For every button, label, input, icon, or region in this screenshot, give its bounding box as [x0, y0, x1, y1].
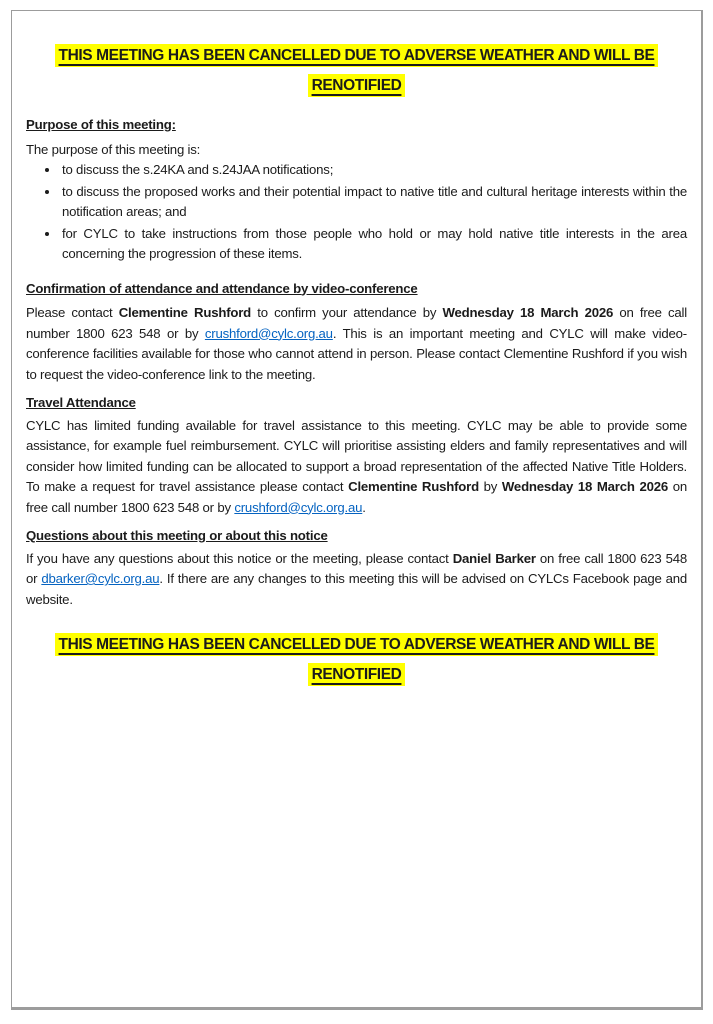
bold-text-segment: Daniel Barker: [452, 550, 536, 566]
purpose-heading: Purpose of this meeting:: [26, 117, 176, 132]
text-segment: . If there are any changes to this meeting this will be advised on CYLCs Facebook page and website.: [26, 571, 687, 607]
cancellation-banner-top: [26, 41, 687, 101]
text-segment: on free call 1800 623 548 or: [26, 550, 687, 586]
bold-text-segment: Wednesday 18 March 2026: [501, 479, 668, 494]
text-segment: to confirm your attendance by: [251, 305, 443, 320]
travel-paragraph: [26, 416, 687, 519]
bold-text-segment: Wednesday 18 March 2026: [442, 305, 614, 320]
email-link[interactable]: crushford@cylc.org.au: [234, 499, 363, 515]
document-page: [11, 10, 703, 1010]
purpose-bullet-list: [26, 160, 687, 265]
confirmation-paragraph: [26, 303, 687, 385]
bold-text-segment: Clementine Rushford: [118, 305, 252, 320]
email-link[interactable]: crushford@cylc.org.au: [204, 325, 333, 341]
text-segment: on free call number 1800 623 548 or by: [26, 305, 688, 341]
text-segment: . This is an important meeting and CYLC will make video-conference facilities available for those who cannot attend in person. Please contact Clementine Rushford if you wish to request the video-conference link to the meeting.: [26, 325, 687, 382]
purpose-intro: The purpose of this meeting is:: [26, 141, 201, 157]
text-segment: .: [362, 499, 366, 515]
confirmation-heading: Confirmation of attendance and attendance by video-conference: [26, 280, 418, 296]
cancellation-banner-bottom: [26, 630, 687, 690]
email-link[interactable]: dbarker@cylc.org.au: [41, 571, 160, 586]
list-item: • for CYLC to take instructions from those people who hold or may hold native title interests in the area concerning the progression of these items.: [60, 224, 687, 265]
cancellation-banner-text: THIS MEETING HAS BEEN CANCELLED DUE TO ADVERSE WEATHER AND WILL BE RENOTIFIED: [55, 633, 659, 686]
list-item: • to discuss the proposed works and their potential impact to native title and cultural heritage interests within the notification areas; and: [60, 182, 687, 223]
text-segment: by: [478, 479, 502, 494]
text-segment: Please contact: [26, 305, 119, 320]
text-segment: If you have any questions about this notice or the meeting, please contact: [26, 550, 453, 566]
document-body: [26, 115, 687, 610]
list-item: • to discuss the s.24KA and s.24JAA notifications;: [60, 160, 687, 181]
text-segment: CYLC has limited funding available for travel assistance to this meeting. CYLC may be able to provide some assistance, for example fuel reimbursement. CYLC will prioritise assisting elders and family representatives and will consider how limited funding can be allocated to support a broad representation of the affected Native Title Holders. To make a request for travel assistance please contact: [26, 417, 687, 494]
questions-paragraph: [26, 549, 687, 611]
travel-heading: Travel Attendance: [26, 395, 136, 410]
text-segment: on free call number 1800 623 548 or by: [26, 479, 687, 515]
bold-text-segment: Clementine Rushford: [348, 479, 479, 494]
questions-heading: Questions about this meeting or about this notice: [26, 528, 328, 543]
cancellation-banner-text: THIS MEETING HAS BEEN CANCELLED DUE TO ADVERSE WEATHER AND WILL BE RENOTIFIED: [55, 44, 659, 97]
